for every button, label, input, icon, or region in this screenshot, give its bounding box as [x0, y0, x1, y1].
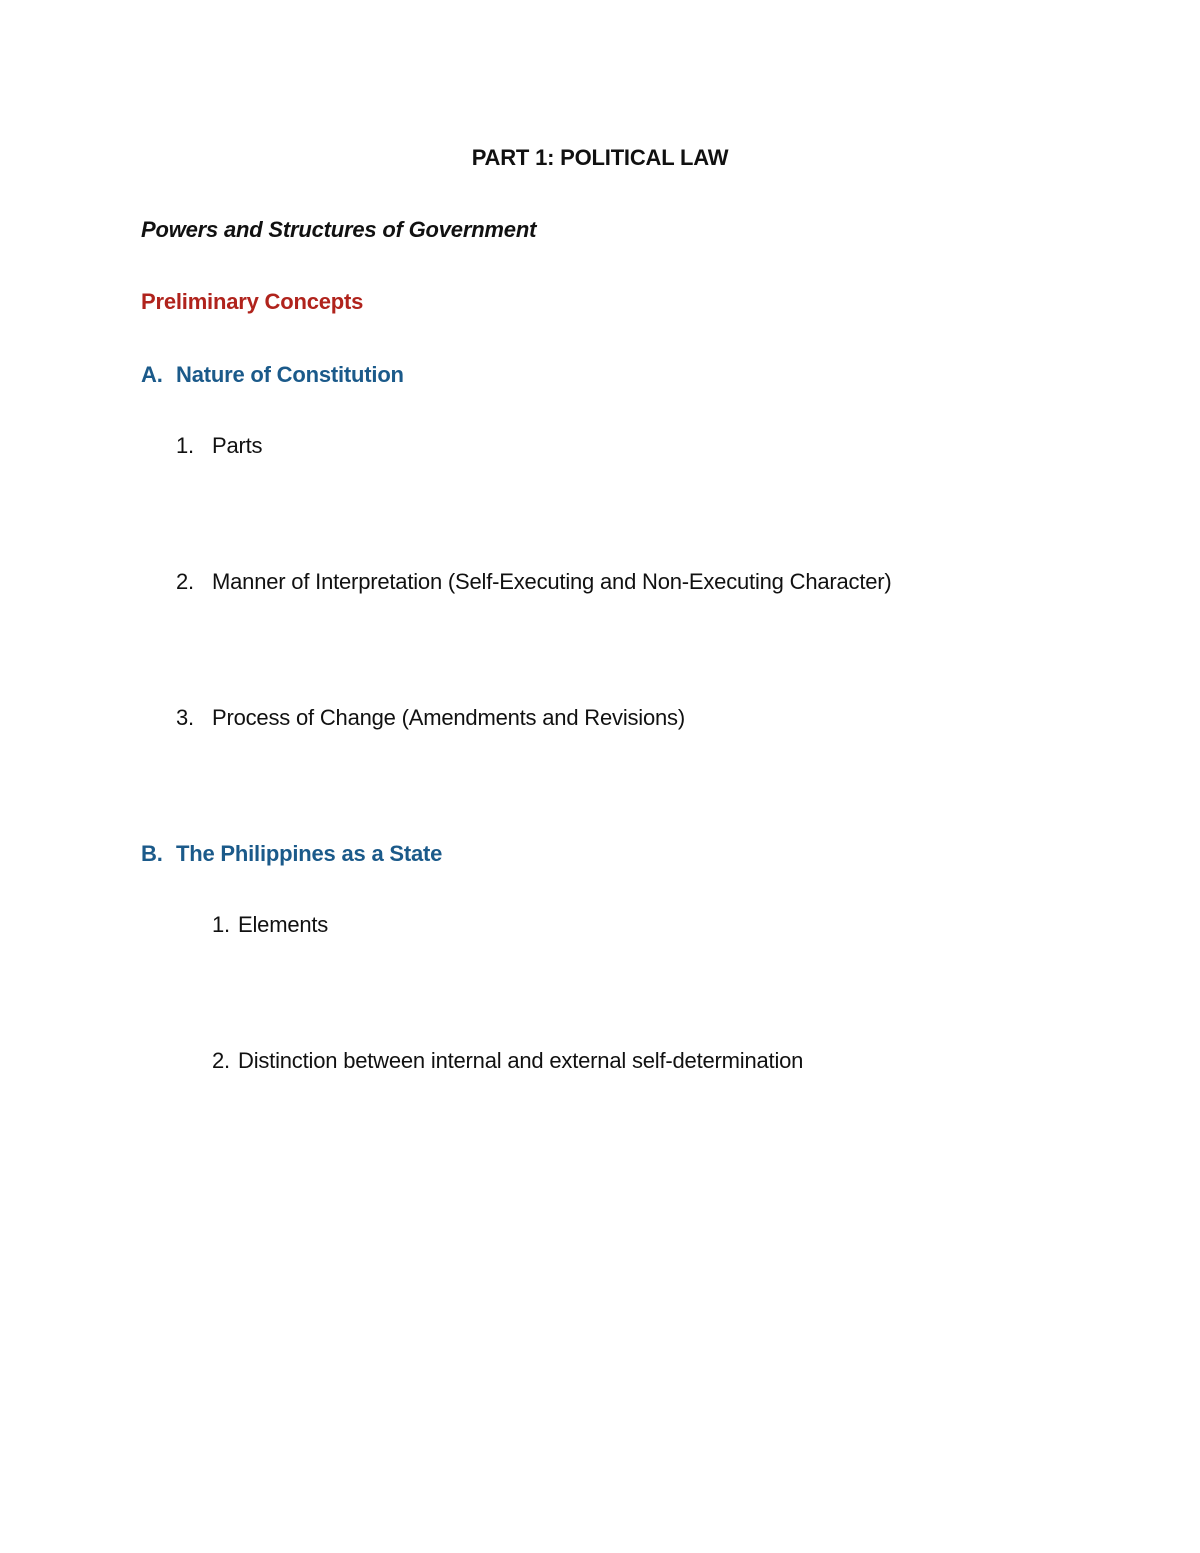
list-item-text: Parts: [212, 433, 263, 458]
section-b-heading: [0, 843, 1200, 869]
list-item: [0, 571, 1200, 597]
list-item-text: Process of Change (Amendments and Revisions): [212, 705, 685, 730]
section-b-letter: B.: [141, 841, 163, 866]
list-item-number: 2.: [212, 1048, 230, 1073]
list-item-text: Manner of Interpretation (Self-Executing and Non-Executing Character): [212, 569, 892, 594]
list-item-number: 3.: [176, 705, 194, 730]
list-item-text: Elements: [238, 912, 329, 937]
section-a-title: Nature of Constitution: [176, 362, 404, 387]
list-item-text: Distinction between internal and external self-determination: [238, 1048, 804, 1073]
list-item: [0, 435, 1200, 461]
document-subtitle: Powers and Structures of Government: [141, 217, 537, 242]
list-item: [0, 707, 1200, 733]
list-item: [0, 914, 1200, 940]
section-b-title: The Philippines as a State: [176, 841, 443, 866]
list-item: [0, 1050, 1200, 1076]
section-a-heading: [0, 364, 1200, 390]
preliminary-heading: Preliminary Concepts: [141, 289, 364, 314]
list-item-number: 2.: [176, 569, 194, 594]
list-item-number: 1.: [176, 433, 194, 458]
section-a-letter: A.: [141, 362, 163, 387]
document-title: PART 1: POLITICAL LAW: [471, 145, 729, 170]
list-item-number: 1.: [212, 912, 230, 937]
